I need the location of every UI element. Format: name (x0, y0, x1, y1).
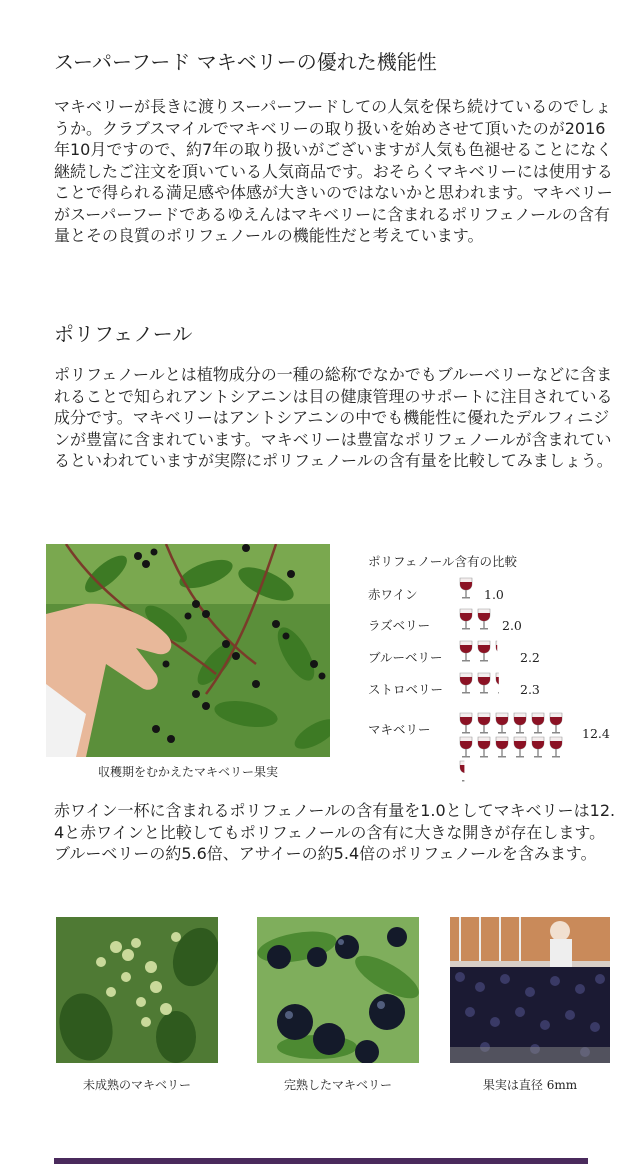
ripe-maqui-caption: 完熟したマキベリー (283, 1078, 392, 1092)
fruit-size-photo (450, 917, 610, 1063)
ripe-maqui-photo (257, 917, 419, 1063)
wine-glass-icon (548, 712, 564, 734)
harvest-photo (46, 544, 330, 757)
wine-glass-icon (476, 672, 492, 694)
wine-glass-icon (458, 736, 474, 758)
comparison-row-value: 1.0 (484, 587, 504, 602)
harvest-photo-caption: 収穫期をむかえたマキベリー果実 (97, 765, 278, 779)
comparison-paragraph: 赤ワイン一杯に含まれるポリフェノールの含有量を1.0としてマキベリーは12.4と赤ワインと比較してもポリフェノールの含有に大きな開きが存在します。ブルーベリーの約5.6倍、アサイーの約5.4倍のポリフェノールを含みます。 (54, 801, 616, 863)
wine-glass-icon (494, 736, 510, 758)
comparison-row-value: 2.3 (520, 682, 540, 697)
comparison-row-label: ブルーベリー (368, 650, 443, 665)
wine-glass-icon (476, 608, 492, 630)
wine-glass-icon (458, 760, 474, 782)
wine-glass-icon (494, 712, 510, 734)
section-heading-superfood: スーパーフード マキベリーの優れた機能性 (54, 50, 437, 74)
polyphenol-paragraph: ポリフェノールとは植物成分の一種の総称でなかでもブルーベリーなどに含まれることで知られアントシアニンは目の健康管理のサポートに注目されている成分です。マキベリーはアントシアニンの中でも機能性に優れたデルフィニジンが豊富に含まれています。マキベリーは豊富なポリフェノールが含まれているといわれていますが実際にポリフェノールの含有量を比較してみましょう。 (54, 365, 613, 470)
maqui-branch-image (46, 544, 330, 757)
wine-glass-icon (458, 672, 474, 694)
unripe-maqui-caption: 未成熟のマキベリー (82, 1078, 191, 1092)
comparison-row-label: マキベリー (368, 722, 431, 737)
bottom-divider (54, 1158, 588, 1164)
wine-glass-icon (512, 736, 528, 758)
wine-glass-icon (494, 672, 510, 694)
comparison-title: ポリフェノール含有の比較 (368, 554, 518, 569)
wine-glass-icon (530, 736, 546, 758)
comparison-row-label: 赤ワイン (368, 587, 418, 602)
wine-glass-icon (530, 712, 546, 734)
wine-glass-icon (494, 640, 510, 662)
wine-glass-icon (512, 712, 528, 734)
comparison-row-value: 12.4 (582, 726, 610, 741)
comparison-row-value: 2.0 (502, 618, 522, 633)
wine-glass-icon (476, 736, 492, 758)
unripe-maqui-photo (56, 917, 218, 1063)
comparison-row-label: ラズベリー (368, 618, 431, 633)
wine-glass-icon (458, 712, 474, 734)
wine-glass-icon (476, 640, 492, 662)
comparison-row-label: ストロベリー (368, 682, 444, 697)
fruit-size-caption: 果実は直径 6mm (482, 1078, 578, 1092)
wine-glass-icon (476, 712, 492, 734)
wine-glass-icon (458, 640, 474, 662)
wine-glass-icon (458, 608, 474, 630)
comparison-row-value: 2.2 (520, 650, 540, 665)
section-heading-polyphenol: ポリフェノール (54, 322, 193, 346)
wine-glass-icon (458, 577, 474, 599)
superfood-paragraph: マキベリーが長きに渡りスーパーフードしての人気を保ち続けているのでしょうか。クラブスマイルでマキベリーの取り扱いを始めさせて頂いたのが2016年10月ですので、約7年の取り扱いがございますが人気も色褪せることになく継続したご注文を頂いている人気商品です。おそらくマキベリーには使用することで得られる満足感や体感が大きいのではないかと思われます。マキベリーがスーパーフードであるゆえんはマキベリーに含まれるポリフェノールの含有量とその良質のポリフェノールの機能性だと考えています。 (54, 97, 613, 245)
wine-glass-icon (548, 736, 564, 758)
